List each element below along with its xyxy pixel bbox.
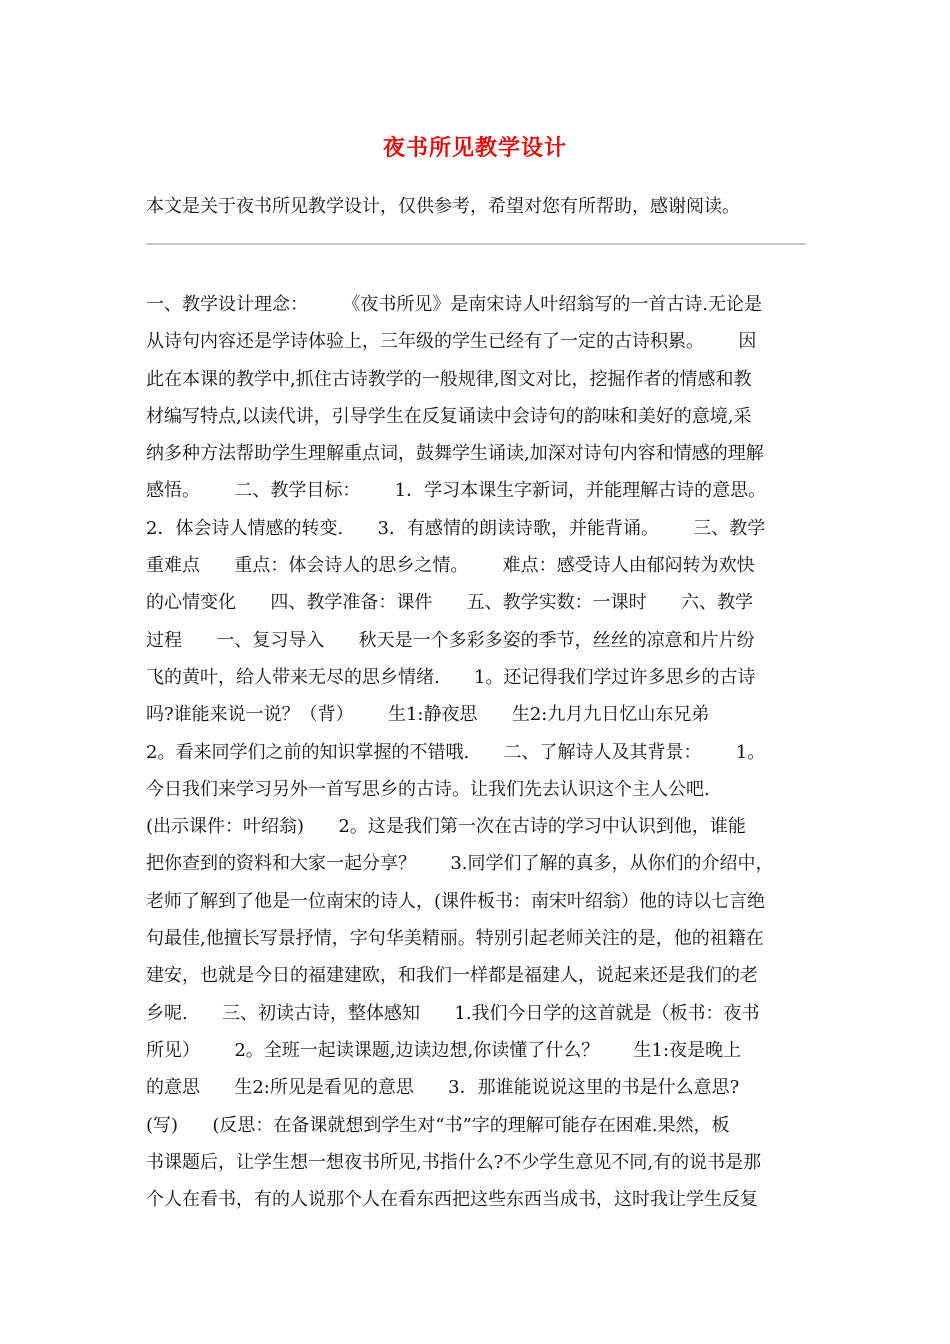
body-text-line: (写) (反思：在备课就想到学生对“书”字的理解可能存在困难.果然，板 bbox=[146, 1114, 730, 1136]
body-text-line: 飞的黄叶，给人带来无尽的思乡情绪. 1。还记得我们学过许多思乡的古诗 bbox=[146, 666, 756, 688]
document-intro: 本文是关于夜书所见教学设计，仅供参考，希望对您有所帮助，感谢阅读。 bbox=[146, 196, 740, 217]
body-text-line: 重难点 重点：体会诗人的思乡之情。 难点：感受诗人由郁闷转为欢快 bbox=[146, 555, 755, 577]
body-text-line: 此在本课的教学中,抓住古诗教学的一般规律,图文对比，挖掘作者的情感和教 bbox=[146, 368, 752, 390]
body-text-line: 吗?谁能来说一说？（背） 生1:静夜思 生2:九月九日忆山东兄弟 bbox=[146, 704, 710, 726]
body-text-line: 感悟。 二、教学目标： 1．学习本课生字新词，并能理解古诗的意思。 bbox=[146, 480, 767, 502]
body-text-line: 乡呢. 三、初读古诗，整体感知 1.我们今日学的这首就是（板书：夜书 bbox=[146, 1002, 760, 1024]
document-body bbox=[146, 286, 826, 1218]
body-text-line: 过程 一、复习导入 秋天是一个多彩多姿的季节，丝丝的凉意和片片纷 bbox=[146, 629, 755, 651]
body-text-line: 材编写特点,以读代讲，引导学生在反复诵读中会诗句的韵味和美好的意境,采 bbox=[146, 405, 752, 427]
body-text-line: 一、教学设计理念： 《夜书所见》是南宋诗人叶绍翁写的一首古诗.无论是 bbox=[146, 294, 763, 315]
body-text-line: (出示课件：叶绍翁) 2。这是我们第一次在古诗的学习中认识到他，谁能 bbox=[146, 816, 746, 838]
body-text-line: 个人在看书，有的人说那个人在看东西把这些东西当成书，这时我让学生反复 bbox=[146, 1189, 758, 1211]
body-text-line: 把你查到的资料和大家一起分享？ 3.同学们了解的真多，从你们的介绍中， bbox=[146, 853, 774, 875]
horizontal-divider bbox=[146, 243, 806, 245]
body-text-line: 纳多种方法帮助学生理解重点词，鼓舞学生诵读,加深对诗句内容和情感的理解 bbox=[146, 443, 764, 465]
body-text-line: 2．体会诗人情感的转变. 3．有感情的朗读诗歌，并能背诵。 三、教学 bbox=[146, 517, 766, 539]
body-text-line: 的意思 生2:所见是看见的意思 3．那谁能说说这里的书是什么意思? bbox=[146, 1077, 740, 1099]
body-text-line: 从诗句内容还是学诗体验上，三年级的学生已经有了一定的古诗积累。 因 bbox=[146, 331, 757, 353]
body-text-line: 书课题后，让学生想一想夜书所见,书指什么?不少学生意见不同,有的说书是那 bbox=[146, 1151, 762, 1173]
body-text-line: 句最佳,他擅长写景抒情，字句华美精丽。特别引起老师关注的是，他的祖籍在 bbox=[146, 928, 764, 950]
body-text-line: 的心情变化 四、教学准备：课件 五、教学实数：一课时 六、教学 bbox=[146, 592, 753, 614]
body-text-line: 2。看来同学们之前的知识掌握的不错哦. 二、了解诗人及其背景： 1。 bbox=[146, 741, 766, 763]
body-text-line: 老师了解到了他是一位南宋的诗人，(课件板书：南宋叶绍翁）他的诗以七言绝 bbox=[146, 890, 766, 912]
body-text-line: 建安，也就是今日的福建建欧，和我们一样都是福建人，说起来还是我们的老 bbox=[146, 965, 758, 987]
body-text-line: 所见） 2。全班一起读课题,边读边想,你读懂了什么？ 生1:夜是晚上 bbox=[146, 1039, 742, 1061]
document-title: 夜书所见教学设计 bbox=[382, 135, 567, 161]
body-text-line: 今日我们来学习另外一首写思乡的古诗。让我们先去认识这个主人公吧. bbox=[146, 778, 710, 800]
